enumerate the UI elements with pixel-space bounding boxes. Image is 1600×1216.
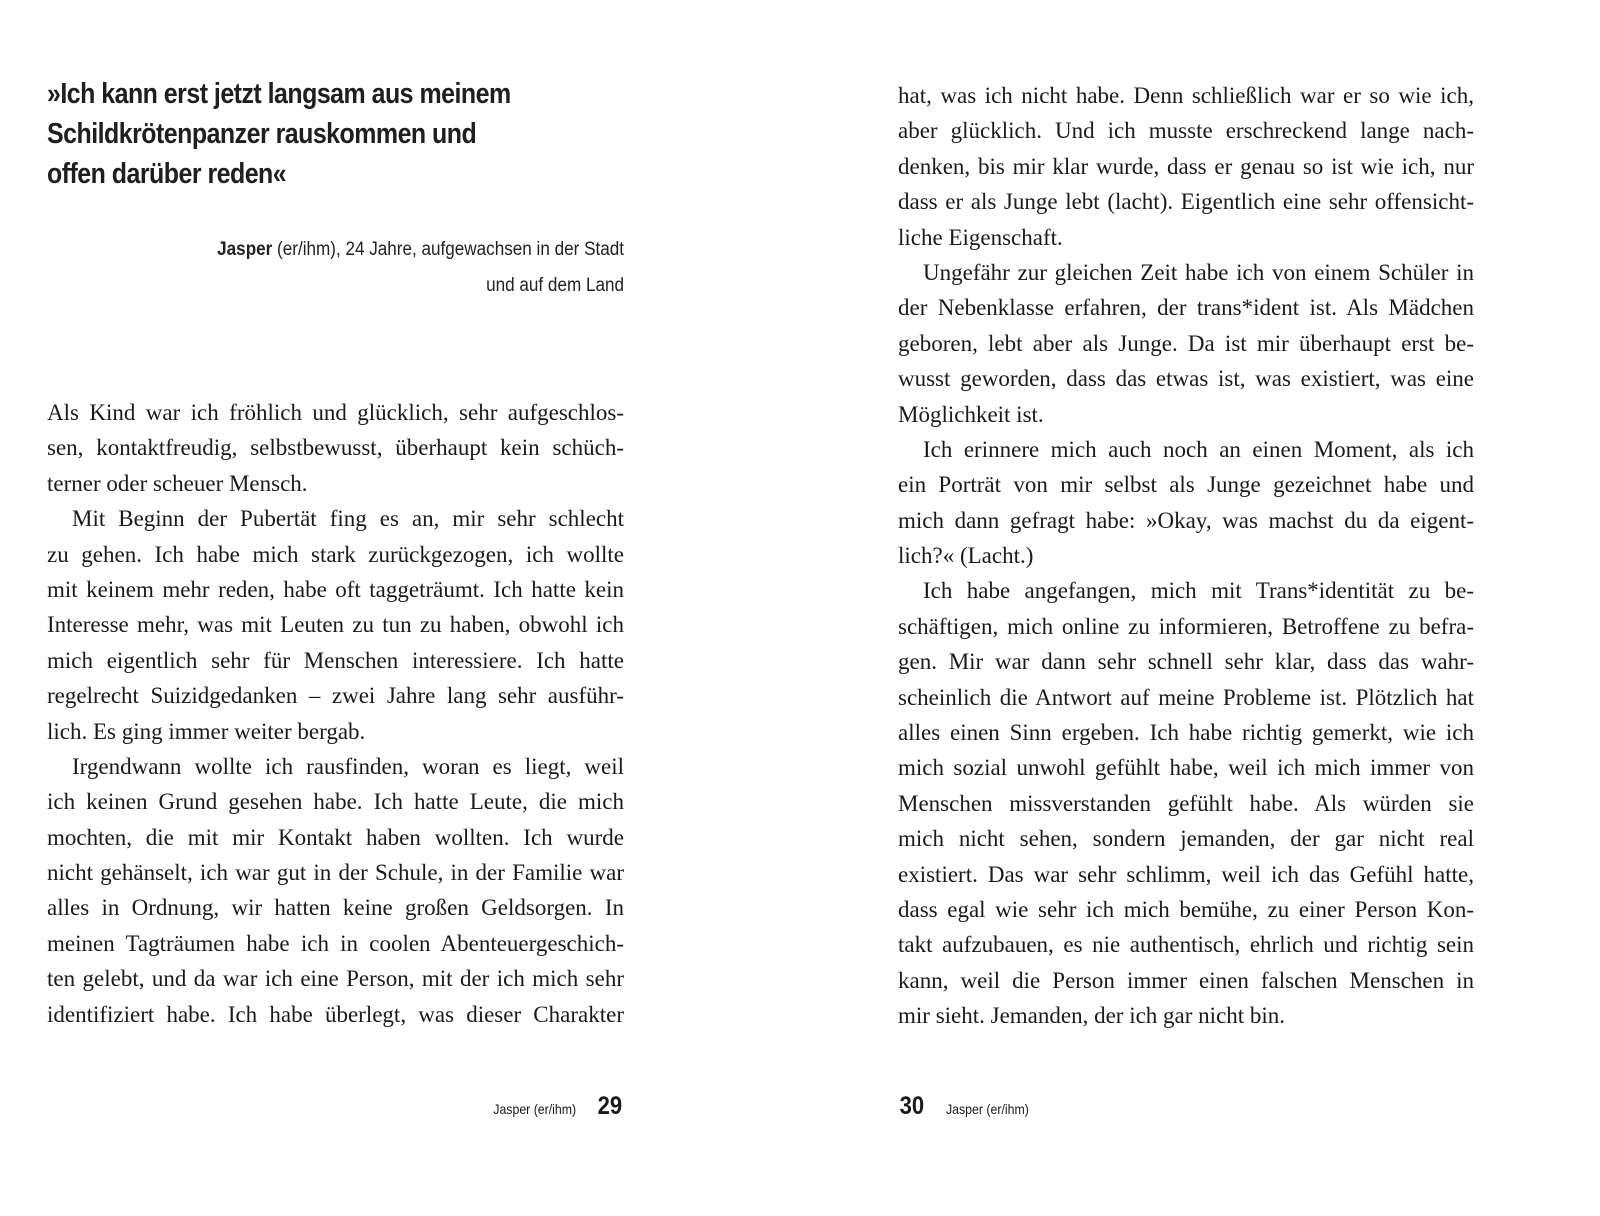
- text-line: zu gehen. Ich habe mich stark zurückgezogen, ich wollte: [47, 541, 624, 567]
- text-line: existiert. Das war sehr schlimm, weil ich das Gefühl hatte,: [898, 861, 1474, 887]
- text-line: Interesse mehr, was mit Leuten zu tun zu haben, obwohl ich: [47, 612, 624, 638]
- running-head: Jasper (er/ihm): [493, 1101, 577, 1117]
- text-line: sen, kontaktfreudig, selbstbewusst, überhaupt kein schüch-: [47, 435, 624, 461]
- text-line: gen. Mir war dann sehr schnell sehr klar, dass das wahr-: [898, 649, 1474, 675]
- text-line: geboren, lebt aber als Junge. Da ist mir überhaupt erst be-: [898, 330, 1474, 356]
- text-line: alles einen Sinn ergeben. Ich habe richtig gemerkt, wie ich: [898, 720, 1474, 746]
- text-line: ten gelebt, und da war ich eine Person, mit der ich mich sehr: [47, 966, 624, 992]
- text-line: alles in Ordnung, wir hatten keine großen Geldsorgen. In: [47, 895, 624, 921]
- text-line: Irgendwann wollte ich rausfinden, woran es liegt, weil: [72, 753, 624, 779]
- byline-line: und auf dem Land: [486, 275, 624, 296]
- text-line: liche Eigenschaft.: [898, 224, 1063, 250]
- text-line: schäftigen, mich online zu informieren, Betroffene zu befra-: [898, 613, 1474, 639]
- text-line: Mit Beginn der Pubertät fing es an, mir sehr schlecht: [72, 506, 624, 532]
- text-line: hat, was ich nicht habe. Denn schließlich war er so wie ich,: [898, 83, 1474, 108]
- text-line: mir sieht. Jemanden, der ich gar nicht bin.: [898, 1003, 1286, 1029]
- running-head: Jasper (er/ihm): [945, 1101, 1029, 1117]
- text-line: identifiziert habe. Ich habe überlegt, was dieser Charakter: [47, 1001, 624, 1027]
- text-line: mich eigentlich sehr für Menschen interessiere. Ich hatte: [47, 647, 624, 673]
- text-line: ein Porträt von mir selbst als Junge gezeichnet habe und: [898, 472, 1474, 498]
- text-line: mich dann gefragt habe: »Okay, was machst du da eigent-: [898, 507, 1474, 533]
- text-line: dass er als Junge lebt (lacht). Eigentlich eine sehr offensicht-: [898, 189, 1474, 215]
- text-line: lich?« (Lacht.): [898, 543, 1034, 569]
- text-line: terner oder scheuer Mensch.: [47, 470, 308, 496]
- text-line: mochten, die mit mir Kontakt haben wollten. Ich wurde: [47, 824, 624, 850]
- text-line: Als Kind war ich fröhlich und glücklich, sehr aufgeschlos-: [47, 400, 624, 425]
- body-text: [47, 395, 624, 1032]
- page-footer: [482, 1092, 624, 1121]
- text-line: mich nicht sehen, sondern jemanden, der gar nicht real: [898, 826, 1474, 852]
- heading-line: offen darüber reden«: [47, 158, 287, 190]
- text-line: aber glücklich. Und ich musste erschreckend lange nach-: [898, 118, 1474, 144]
- text-line: wusst geworden, dass das etwas ist, was existiert, was eine: [898, 366, 1474, 392]
- heading-line: Schildkrötenpanzer rauskommen und: [47, 118, 477, 150]
- text-line: nicht gehänselt, ich war gut in der Schule, in der Familie war: [47, 860, 624, 886]
- text-line: takt aufzubauen, es nie authentisch, ehrlich und richtig sein: [898, 932, 1474, 958]
- interviewee-name: Jasper: [217, 239, 273, 260]
- text-line: meinen Tagträumen habe ich in coolen Abenteuergeschich-: [47, 930, 624, 956]
- text-line: dass egal wie sehr ich mich bemühe, zu einer Person Kon-: [898, 896, 1474, 922]
- chapter-heading: [47, 74, 563, 194]
- page-number: 30: [899, 1092, 925, 1120]
- body-text: [898, 78, 1474, 1034]
- text-line: Ich erinnere mich auch noch an einen Moment, als ich: [923, 436, 1474, 462]
- text-line: Ungefähr zur gleichen Zeit habe ich von einem Schüler in: [923, 259, 1474, 285]
- text-line: regelrecht Suizidgedanken – zwei Jahre lang sehr ausführ-: [47, 683, 624, 709]
- page-number: 29: [597, 1092, 623, 1120]
- interviewee-details: (er/ihm), 24 Jahre, aufgewachsen in der Stadt: [272, 239, 624, 260]
- text-line: der Nebenklasse erfahren, der trans*ident ist. Als Mädchen: [898, 295, 1474, 321]
- text-line: scheinlich die Antwort auf meine Probleme ist. Plötzlich hat: [898, 684, 1474, 710]
- byline-line: [84, 232, 624, 268]
- text-line: Menschen missverstanden gefühlt habe. Als würden sie: [898, 790, 1474, 816]
- text-line: denken, bis mir klar wurde, dass er genau so ist wie ich, nur: [898, 153, 1474, 179]
- heading-line: »Ich kann erst jetzt langsam aus meinem: [47, 78, 511, 110]
- text-line: mit keinem mehr reden, habe oft taggeträumt. Ich hatte kein: [47, 576, 624, 602]
- text-line: mich sozial unwohl gefühlt habe, weil ich mich immer von: [898, 755, 1474, 781]
- interviewee-byline: [24, 232, 624, 304]
- text-line: Ich habe angefangen, mich mit Trans*identität zu be-: [923, 578, 1474, 604]
- page-footer: [898, 1092, 1040, 1121]
- text-line: kann, weil die Person immer einen falschen Menschen in: [898, 967, 1474, 993]
- text-line: ich keinen Grund gesehen habe. Ich hatte Leute, die mich: [47, 789, 624, 815]
- text-line: Möglichkeit ist.: [898, 401, 1044, 427]
- text-line: lich. Es ging immer weiter bergab.: [47, 718, 366, 744]
